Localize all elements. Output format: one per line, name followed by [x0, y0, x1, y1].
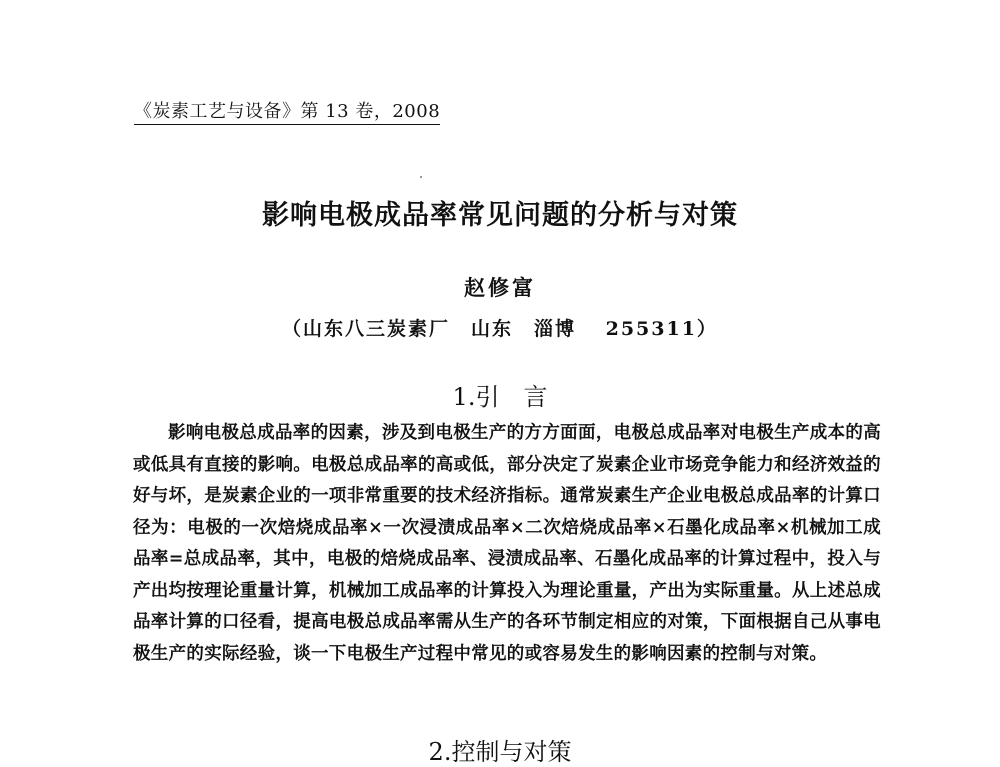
author-affiliation: （山东八三炭素厂 山东 淄博 255311） [282, 318, 718, 340]
introduction-paragraph: 影响电极总成品率的因素，涉及到电极生产的方方面面，电极总成品率对电极生产成本的高或低具有直接的影响。电极总成品率的高或低，部分决定了炭素企业市场竞争能力和经济效益的好与坏，是炭素企业的一项非常重要的技术经济指标。通常炭素生产企业电极总成品率的计算口径为：电极的一次焙烧成品率×一次浸渍成品率×二次焙烧成品率×石墨化成品率×机械加工成品率=总成品率，其中，电极的焙烧成品率、浸渍成品率、石墨化成品率的计算过程中，投入与产出均按理论重量计算，机械加工成品率的计算投入为理论重量，产出为实际重量。从上述总成品率计算的口径看，提高电极总成品率需从生产的各环节制定相应的对策，下面根据自己从事电极生产的实际经验，谈一下电极生产过程中常见的或容易发生的影响因素的控制与对策。 [133, 423, 881, 664]
scan-speck [420, 176, 422, 178]
section-heading-control-measures: 2.控制与对策 [428, 738, 572, 766]
section-heading-introduction: 1.引 言 [452, 383, 548, 411]
paper-title: 影响电极成品率常见问题的分析与对策 [262, 200, 738, 231]
author-name: 赵修富 [464, 275, 536, 300]
journal-header: 《炭素工艺与设备》第 13 卷，2008 [134, 97, 440, 125]
